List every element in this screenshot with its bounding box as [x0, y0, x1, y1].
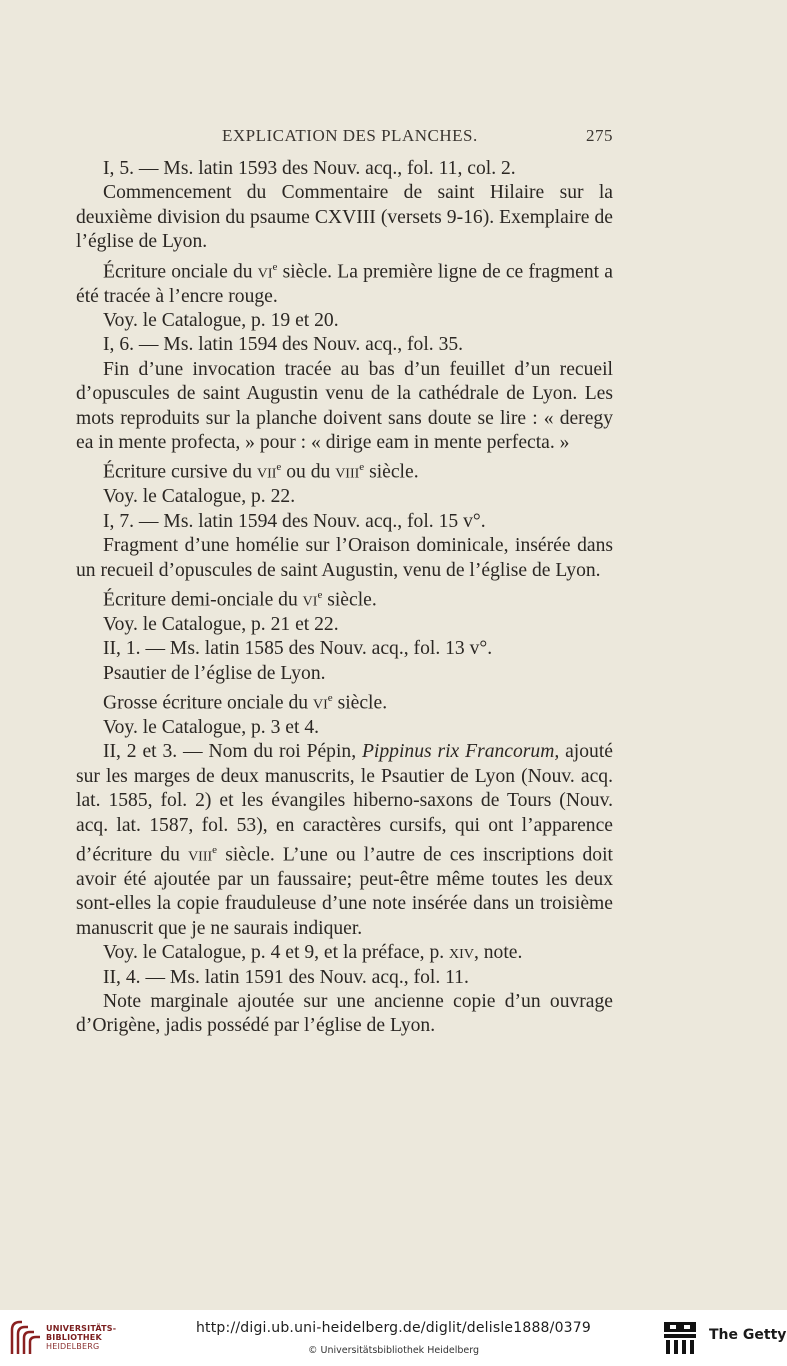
- text-run: I, 6. — Ms. latin 1594 des Nouv. acq., fol. 35.: [103, 334, 464, 356]
- paragraph: [76, 583, 613, 613]
- text-run: siècle.: [332, 692, 388, 714]
- text-run: siècle. La première ligne de ce fragment a été tracée à l’encre rouge.: [76, 261, 613, 307]
- getty-name: The Getty: [709, 1327, 787, 1343]
- text-run: vi: [313, 692, 328, 714]
- running-head: [76, 126, 613, 150]
- text-run: vii: [256, 461, 277, 483]
- paragraph: [76, 716, 613, 740]
- text-run: siècle. L’une ou l’autre de ces inscriptions doit avoir été ajoutée par un faussaire; peut-être même toutes les deux sont-elles la copie frauduleuse d’une note insérée dans un troisième manuscrit que je ne saurais indiquer.: [76, 844, 613, 939]
- paragraph: [76, 966, 613, 990]
- text-run: II, 2 et 3. — Nom du roi Pépin,: [103, 741, 362, 763]
- text-run: Écriture cursive du: [103, 461, 257, 483]
- paragraph: [76, 990, 613, 1039]
- footer-bar: [0, 1310, 787, 1366]
- text-run: Voy. le Catalogue, p. 4 et 9, et la préface, p.: [103, 942, 450, 964]
- text-run: Écriture demi-onciale du: [103, 589, 303, 611]
- text-run: Voy. le Catalogue, p. 19 et 20.: [103, 309, 339, 331]
- text-run: Voy. le Catalogue, p. 21 et 22.: [103, 613, 339, 635]
- text-run: e: [317, 588, 323, 601]
- library-name-line3: HEIDELBERG: [46, 1342, 100, 1351]
- text-run: Écriture onciale du: [103, 261, 258, 283]
- text-run: ou du: [281, 461, 336, 483]
- text-run: I, 5. — Ms. latin 1593 des Nouv. acq., fol. 11, col. 2.: [103, 158, 516, 179]
- page-number: 275: [586, 126, 613, 145]
- paragraph: [76, 358, 613, 456]
- paragraph: [76, 637, 613, 661]
- paragraph: [76, 534, 613, 583]
- paragraph: [76, 333, 613, 357]
- getty-logo-icon: [662, 1320, 698, 1356]
- body-text: [76, 157, 613, 1039]
- paragraph: [76, 309, 613, 333]
- text-run: siècle.: [364, 461, 419, 483]
- paragraph: [76, 941, 613, 965]
- text-run: e: [276, 461, 282, 474]
- paragraph: [76, 485, 613, 509]
- copyright-notice: © Universitätsbibliothek Heidelberg: [307, 1345, 479, 1356]
- page-title: EXPLICATION DES PLANCHES.: [222, 126, 478, 145]
- text-run: Pippinus rix Francorum,: [361, 741, 560, 763]
- paragraph: [76, 455, 613, 485]
- permalink-url[interactable]: http://digi.ub.uni-heidelberg.de/diglit/delisle1888/0379: [195, 1320, 592, 1336]
- paragraph: [76, 686, 613, 716]
- paragraph: [76, 740, 613, 941]
- text-run: Grosse écriture onciale du: [103, 692, 314, 714]
- paragraph: [76, 255, 613, 309]
- text-run: Psautier de l’église de Lyon.: [103, 662, 326, 684]
- text-run: viii: [335, 461, 360, 483]
- text-run: , note.: [473, 942, 523, 964]
- text-run: e: [359, 461, 365, 474]
- text-run: II, 4. — Ms. latin 1591 des Nouv. acq., fol. 11.: [103, 966, 469, 988]
- paragraph: [76, 662, 613, 686]
- text-run: e: [327, 692, 333, 705]
- paragraph: [76, 157, 613, 181]
- text-run: ajouté sur les marges de deux manuscrits, le Psautier de Lyon (Nouv. acq. lat. 1585, fol. 2) et les évangiles hiberno-saxons de Tours (Nouv. acq. lat. 1587, fol. 53), en caractères cursifs, qui ont l’apparence d’écriture du: [76, 741, 613, 866]
- text-run: xiv: [449, 942, 474, 964]
- text-run: II, 1. — Ms. latin 1585 des Nouv. acq., fol. 13 v°.: [103, 638, 493, 660]
- text-run: e: [272, 260, 278, 273]
- text-run: Note marginale ajoutée sur une ancienne copie d’un ouvrage d’Origène, jadis possédé par l’église de Lyon.: [76, 991, 613, 1037]
- text-run: Fin d’une invocation tracée au bas d’un feuillet d’un recueil d’opuscules de saint Augustin venu de la cathédrale de Lyon. Les mots reproduits sur la planche doivent sans doute se lire : « deregy ea in mente profecta, » pour : « dirige eam in mente perfecta. »: [76, 358, 613, 453]
- library-name-line1: UNIVERSITÄTS-: [46, 1324, 117, 1333]
- text-run: Commencement du Commentaire de saint Hilaire sur la deuxième division du psaume CXVIII (versets 9-16). Exemplaire de l’église de Lyon.: [76, 182, 613, 253]
- text-run: I, 7. — Ms. latin 1594 des Nouv. acq., fol. 15 v°.: [103, 510, 486, 532]
- text-run: e: [212, 844, 218, 857]
- text-run: Voy. le Catalogue, p. 3 et 4.: [103, 717, 320, 739]
- text-run: siècle.: [322, 589, 377, 611]
- text-run: Fragment d’une homélie sur l’Oraison dominicale, insérée dans un recueil d’opuscules de saint Augustin, venu de l’église de Lyon.: [76, 535, 613, 581]
- library-name-line2: BIBLIOTHEK: [46, 1333, 102, 1342]
- paragraph: [76, 613, 613, 637]
- text-run: vi: [302, 589, 318, 611]
- text-run: Voy. le Catalogue, p. 22.: [103, 486, 296, 508]
- paragraph: [76, 510, 613, 534]
- paragraph: [76, 181, 613, 254]
- text-run: viii: [188, 844, 213, 866]
- text-run: vi: [257, 261, 273, 283]
